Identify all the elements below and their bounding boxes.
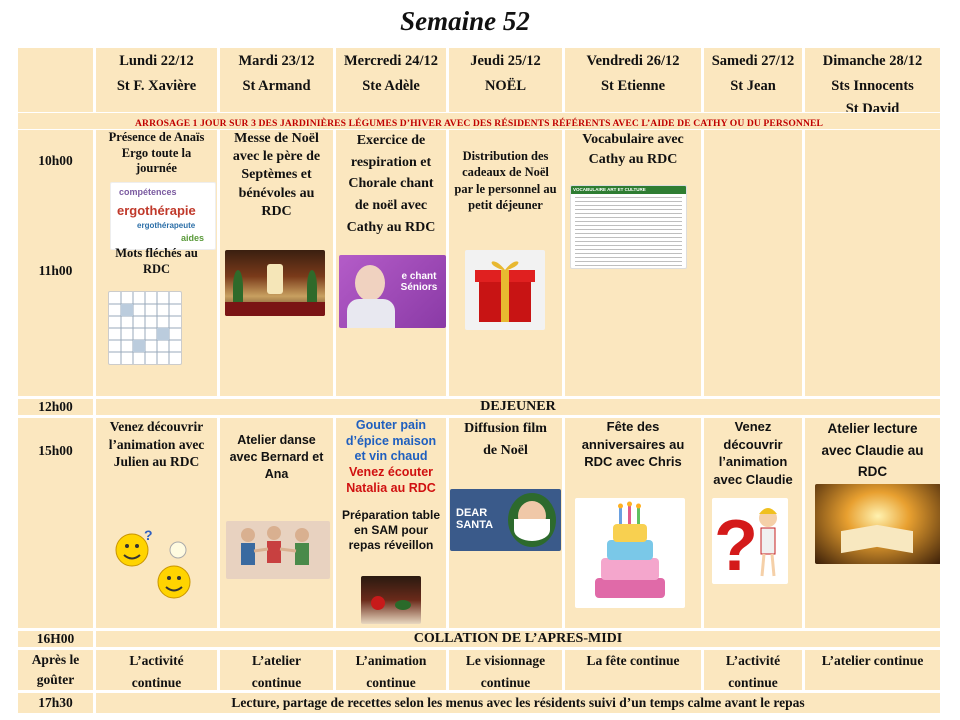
activity-mon-morning (96, 130, 217, 396)
time-10h: 10h00 (38, 153, 73, 168)
time-15h: 15h00 (38, 443, 73, 458)
time-cell-lunch (18, 399, 93, 415)
activity-tue-afternoon (220, 418, 333, 628)
snack-label: COLLATION DE L’APRES-MIDI (413, 631, 623, 646)
day-name: Dimanche 28/12 (822, 53, 923, 69)
lunch-row (96, 399, 940, 415)
lightbulb-smiley-image (110, 524, 196, 604)
vocabulary-sheet-image: VOCABULAIRE ART ET CULTURE (570, 185, 687, 269)
day-header-sun (805, 48, 940, 112)
day-header-tue (220, 48, 333, 112)
activity-text: Présence de Anaïs Ergo toute la journée (108, 130, 205, 176)
chant-seniors-image (339, 255, 446, 328)
after-snack-label: Après le goûter (31, 652, 80, 688)
saint-name: St Armand (242, 78, 311, 95)
activity-fri-afternoon (565, 418, 701, 628)
saint-name: Sts Innocents (831, 78, 914, 95)
activity-tue-morning (220, 130, 333, 396)
birthday-cake-image (575, 498, 685, 608)
question-icon (712, 498, 788, 584)
cake-icon (575, 498, 685, 608)
continue-text: L’atelier continue (821, 653, 924, 668)
activity-sun-afternoon (805, 418, 940, 628)
activity-text-blue: Gouter pain d’épice maison et vin chaud (345, 418, 437, 464)
activity-text: Diffusion film de Noël (464, 421, 547, 459)
activity-text: Exercice de respiration et Chorale chant de noël avec Cathy au RDC (346, 133, 436, 235)
snack-row (96, 631, 940, 647)
continue-text: L’atelier continue (251, 653, 302, 690)
activity-text: Fête des anniversaires au RDC avec Chris (581, 419, 685, 470)
christmas-table-image (361, 576, 421, 624)
saint-name: St F. Xavière (116, 78, 197, 95)
lunch-label: DEJEUNER (480, 399, 556, 414)
day-name: Mercredi 24/12 (343, 53, 439, 69)
svg-text:?: ? (714, 506, 758, 584)
activity-sun-morning (805, 130, 940, 396)
time-17h30: 17h30 (38, 695, 73, 710)
saint-name-2: St David (845, 100, 900, 112)
activity-text: Distribution des cadeaux de Noël par le personnel au petit déjeuner (454, 149, 557, 212)
magic-book-image (815, 484, 940, 564)
crossword-grid-image (108, 291, 182, 365)
dear-santa-film-image (450, 489, 561, 551)
chant-label: e chant Séniors (400, 271, 438, 293)
activity-text-red: Venez écouter Natalia au RDC (346, 464, 436, 495)
continue-sat (704, 650, 802, 690)
time-12h: 12h00 (38, 399, 73, 414)
activity-text: Venez découvrir l’animation avec Julien au RDC (108, 419, 205, 470)
day-header-thu (449, 48, 562, 112)
church-christmas-mass-image (225, 250, 325, 316)
saint-name: St Etienne (600, 78, 666, 95)
grid-icon (109, 292, 181, 364)
activity-mon-afternoon (96, 418, 217, 628)
time-cell-afternoon (18, 418, 93, 628)
evening-row (96, 693, 940, 713)
time-11h: 11h00 (38, 263, 73, 278)
time-cell-morning (18, 130, 93, 396)
banner-row (18, 113, 940, 129)
film-title: DEAR SANTA (456, 507, 494, 532)
time-cell-evening (18, 693, 93, 713)
day-name: Jeudi 25/12 (470, 53, 541, 69)
day-header-sat (704, 48, 802, 112)
day-header-wed (336, 48, 446, 112)
activity-fri-morning (565, 130, 701, 396)
continue-wed (336, 650, 446, 690)
day-name: Vendredi 26/12 (586, 53, 680, 69)
saint-name: Ste Adèle (362, 78, 420, 95)
continue-text: L’activité continue (725, 653, 781, 690)
svg-text:?: ? (144, 527, 153, 543)
idea-smiley-icon (110, 524, 196, 604)
day-header-mon (96, 48, 217, 112)
day-header-fri (565, 48, 701, 112)
activity-wed-afternoon (336, 418, 446, 628)
gift-box-image (465, 250, 545, 330)
watering-banner: ARROSAGE 1 JOUR SUR 3 DES JARDINIÈRES LÉGUMES D’HIVER AVEC DES RÉSIDENTS RÉFÉRENTS AVEC L’AIDE DE CATHY OU DU PERSONNEL (135, 118, 823, 129)
day-name: Lundi 22/12 (119, 53, 194, 69)
saint-name: NOËL (484, 78, 527, 95)
time-cell-snack (18, 631, 93, 647)
activity-text: Mots fléchés au RDC (115, 246, 198, 276)
continue-text: L’animation continue (355, 653, 427, 690)
dancing-seniors-image (226, 521, 330, 579)
continue-fri (565, 650, 701, 690)
activity-sat-morning (704, 130, 802, 396)
dance-icon (226, 521, 330, 579)
continue-thu (449, 650, 562, 690)
day-name: Samedi 27/12 (711, 53, 795, 69)
activity-text: Atelier lecture avec Claudie au RDC (821, 421, 924, 480)
activity-text-sub: Préparation table en SAM pour repas réveillon (341, 508, 441, 553)
activity-text: Messe de Noël avec le père de Septèmes et bénévoles au RDC (232, 131, 321, 219)
corner-cell (18, 48, 93, 112)
activity-text: Atelier danse avec Bernard et Ana (229, 433, 324, 481)
continue-sun (805, 650, 940, 690)
continue-text: L’activité continue (129, 653, 184, 690)
continue-text: La fête continue (586, 653, 680, 668)
page-title: Semaine 52 (400, 6, 530, 36)
activity-text: Vocabulaire avec Cathy au RDC (582, 132, 684, 167)
activity-text: Venez découvrir l’animation avec Claudie (713, 419, 793, 487)
ergotherapie-word-cloud-image: compétences ergothérapie ergothérapeute aides (110, 182, 216, 250)
time-16h: 16H00 (36, 631, 75, 646)
continue-text: Le visionnage continue (465, 653, 546, 690)
evening-text: Lecture, partage de recettes selon les menus avec les résidents suivi d’un temps calme avant le repas (231, 695, 805, 710)
saint-name: St Jean (730, 78, 776, 95)
day-name: Mardi 23/12 (238, 53, 315, 69)
activity-thu-morning (449, 130, 562, 396)
question-mark-girl-image (712, 498, 788, 584)
activity-sat-afternoon (704, 418, 802, 628)
time-cell-after-snack (18, 650, 93, 690)
continue-tue (220, 650, 333, 690)
activity-thu-afternoon (449, 418, 562, 628)
gift-icon (465, 250, 545, 330)
continue-mon (96, 650, 217, 690)
activity-wed-morning (336, 130, 446, 396)
